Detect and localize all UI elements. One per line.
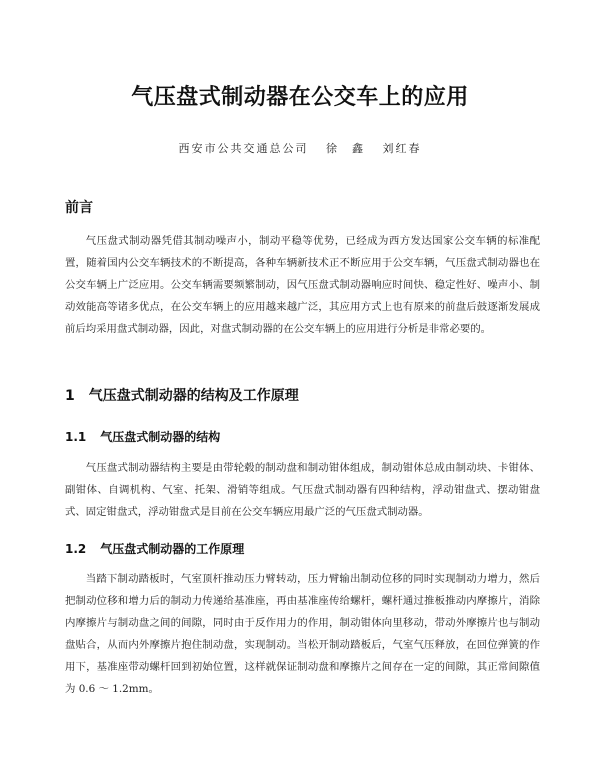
author-name-1: 徐 鑫 — [326, 142, 365, 155]
author-name-2: 刘红春 — [382, 142, 422, 155]
section-1-2-title: 气压盘式制动器的工作原理 — [100, 542, 245, 556]
paper-title: 气压盘式制动器在公交车上的应用 — [131, 84, 469, 110]
author-line — [0, 140, 600, 156]
section-1-1-paragraph: 气压盘式制动器结构主要是由带轮毂的制动盘和制动钳体组成，制动钳体总成由制动块、卡钳体、副钳体、自调机构、气室、托架、滑销等组成。气压盘式制动器有四种结构，浮动钳盘式、摆动钳盘式、固定钳盘式，浮动钳盘式是目前在公交车辆应用最广泛的气压盘式制动器。 — [65, 462, 540, 518]
section-1-1-number: 1.1 — [65, 430, 87, 444]
section-1-number: 1 — [65, 388, 75, 404]
section-1-2-number: 1.2 — [65, 542, 87, 556]
preface-heading: 前言 — [65, 200, 93, 216]
author-organization: 西安市公共交通总公司 — [178, 142, 309, 155]
section-1-title: 气压盘式制动器的结构及工作原理 — [88, 388, 299, 404]
section-1-heading — [65, 385, 299, 405]
preface-paragraph: 气压盘式制动器凭借其制动噪声小，制动平稳等优势，已经成为西方发达国家公交车辆的标准配置，随着国内公交车辆技术的不断提高，各种车辆新技术正不断应用于公交车辆，气压盘式制动器也在公交车辆上广泛应用。公交车辆需要频繁制动，因气压盘式制动器响应时间快、稳定性好、噪声小、制动效能高等诸多优点，在公交车辆上的应用越来越广泛，其应用方式上也有原来的前盘后鼓逐渐发展成前后均采用盘式制动器，因此，对盘式制动器的在公交车辆上的应用进行分析是非常必要的。 — [65, 235, 540, 335]
section-1-2-heading — [65, 540, 244, 557]
section-1-1-heading — [65, 428, 220, 445]
section-1-2-paragraph: 当踏下制动踏板时，气室顶杆推动压力臂转动，压力臂输出制动位移的同时实现制动力增力，然后把制动位移和增力后的制动力传递给基准座，再由基准座传给螺杆，螺杆通过推板推动内摩擦片，消除内摩擦片与制动盘之间的间隙，同时由于反作用力的作用，制动钳体向里移动，带动外摩擦片也与制动盘贴合，从而内外摩擦片抱住制动盘，实现制动。当松开制动踏板后，气室气压释放，在回位弹簧的作用下，基准座带动螺杆回到初始位置，这样就保证制动盘和摩擦片之间存在一定的间隙，其正常间隙值为 0.6 ～ 1.2mm。 — [65, 573, 540, 695]
section-1-1-title: 气压盘式制动器的结构 — [100, 430, 221, 444]
